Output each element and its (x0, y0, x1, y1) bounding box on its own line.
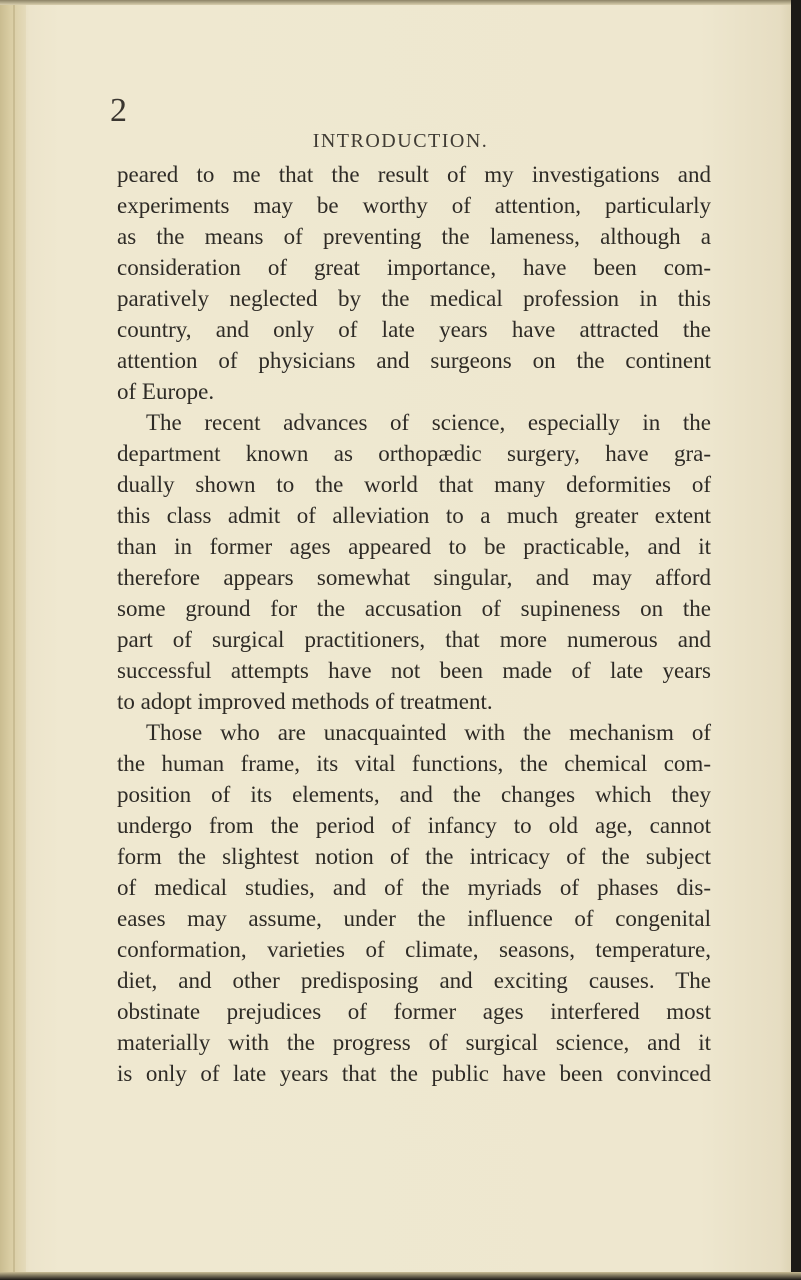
text-line: some ground for the accusation of supineness on the (117, 596, 711, 621)
text-line: of medical studies, and of the myriads of phases dis- (117, 875, 711, 900)
text-line: conformation, varieties of climate, seasons, temperature, (117, 937, 711, 962)
text-line: than in former ages appeared to be practicable, and it (117, 534, 711, 559)
text-line: successful attempts have not been made of late years (117, 658, 711, 683)
text-line: undergo from the period of infancy to old age, cannot (117, 813, 711, 838)
running-head: INTRODUCTION. (312, 130, 489, 152)
text-line: paratively neglected by the medical profession in this (117, 286, 711, 311)
page-number: 2 (110, 92, 127, 129)
text-line: form the slightest notion of the intricacy of the subject (117, 844, 711, 869)
text-line: part of surgical practitioners, that more numerous and (117, 627, 711, 652)
text-line: eases may assume, under the influence of congenital (117, 906, 711, 931)
text-line: of Europe. (117, 379, 215, 404)
text-line: materially with the progress of surgical science, and it (117, 1030, 711, 1055)
text-line: dually shown to the world that many deformities of (117, 472, 711, 497)
text-line: Those who are unacquainted with the mechanism of (146, 720, 711, 745)
text-line: to adopt improved methods of treatment. (117, 689, 493, 714)
text-line: the human frame, its vital functions, the chemical com- (117, 751, 711, 776)
paragraph (117, 717, 711, 1089)
text-line: diet, and other predisposing and exciting causes. The (117, 968, 711, 993)
page-top-edge (0, 0, 801, 5)
text-line: country, and only of late years have attracted the (117, 317, 711, 342)
page-bottom-edge (0, 1272, 801, 1280)
text-line: peared to me that the result of my investigations and (117, 162, 711, 187)
text-line: therefore appears somewhat singular, and may afford (117, 565, 711, 590)
text-line: position of its elements, and the changes which they (117, 782, 711, 807)
text-line: The recent advances of science, especially in the (146, 410, 711, 435)
text-line: consideration of great importance, have been com- (117, 255, 711, 280)
text-line: is only of late years that the public have been convinced (117, 1061, 711, 1086)
body-text (117, 159, 711, 1089)
text-line: attention of physicians and surgeons on the continent (117, 348, 711, 373)
page-right-edge (791, 0, 801, 1280)
binding-gutter (13, 0, 15, 1280)
text-line: this class admit of alleviation to a much greater extent (117, 503, 711, 528)
text-line: obstinate prejudices of former ages interfered most (117, 999, 711, 1024)
paragraph (117, 407, 711, 717)
text-line: experiments may be worthy of attention, particularly (117, 193, 711, 218)
text-line: department known as orthopædic surgery, have gra- (117, 441, 711, 466)
text-line: as the means of preventing the lameness, although a (117, 224, 711, 249)
paragraph (117, 159, 711, 407)
